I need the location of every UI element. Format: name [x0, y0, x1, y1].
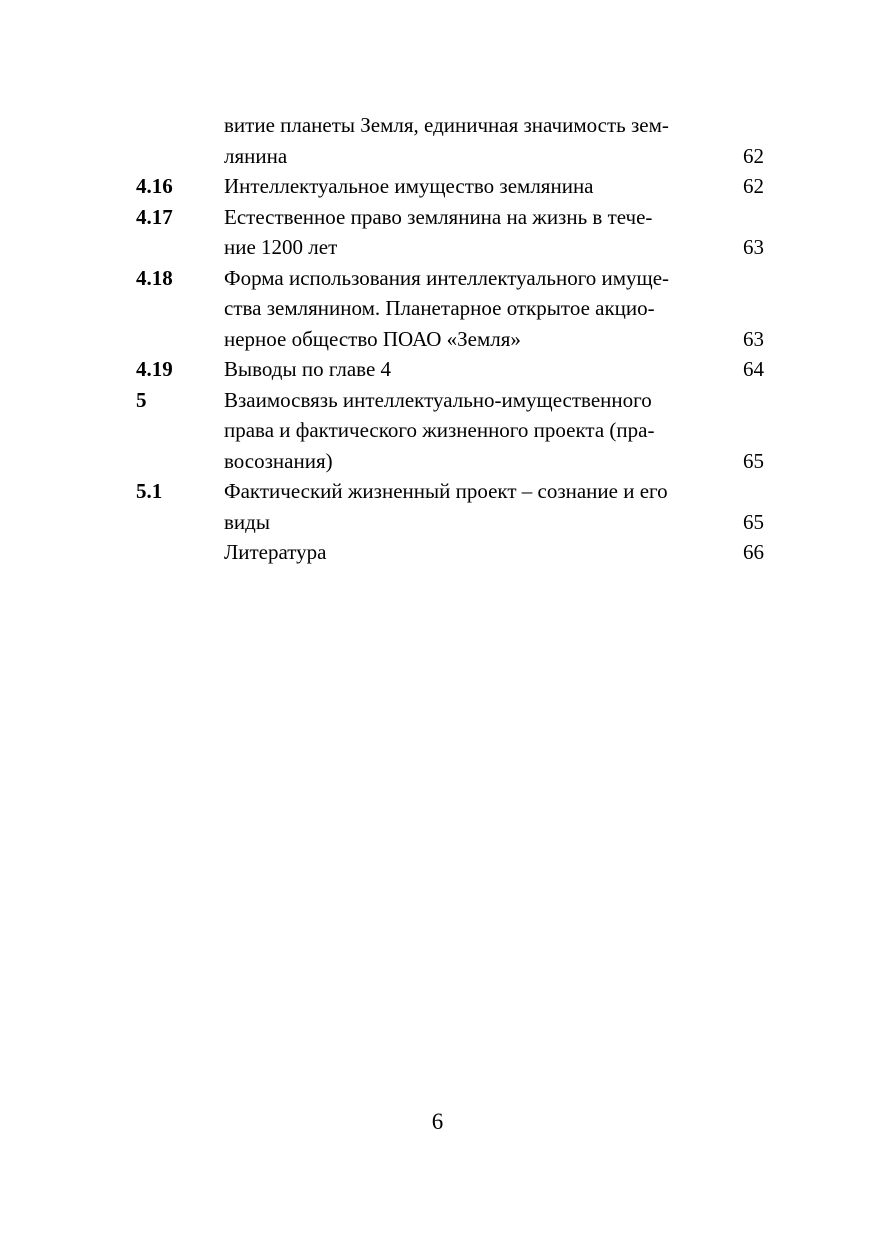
toc-entry-number: 4.18	[136, 265, 173, 290]
toc-entry-5	[0, 385, 875, 477]
toc-entry-line-text: виды	[224, 509, 270, 534]
toc-entry-4-17	[0, 202, 875, 263]
toc-entry-number: 4.16	[136, 174, 173, 198]
toc-entry-line-last	[224, 537, 764, 568]
toc-entry-title	[224, 171, 764, 202]
toc-entry-line: Взаимосвязь интеллектуально-имущественного	[224, 387, 652, 412]
toc-entry-line-text: Интеллектуальное имущество землянина	[224, 174, 594, 198]
toc-entry-line-text: Литература	[224, 540, 327, 564]
toc-entry-title	[224, 385, 764, 477]
toc-entry-4-16	[0, 171, 875, 202]
toc-entry-line-last	[224, 446, 764, 477]
toc-entry-line: права и фактического жизненного проекта (пра-	[224, 418, 655, 442]
toc-entry-page: 63	[743, 326, 764, 351]
toc-entry-title	[224, 537, 764, 568]
toc-entry-line-last	[224, 171, 764, 202]
toc-entry-line: витие планеты Земля, единичная значимость зем-	[224, 113, 669, 137]
toc-entry-line-last	[224, 507, 764, 538]
toc-entry-page: 64	[743, 357, 764, 381]
toc-entry-line-text: восознания)	[224, 448, 333, 473]
toc-entry-line-last	[224, 141, 764, 172]
toc-entry-page: 63	[743, 235, 764, 259]
toc-entry-number: 5	[136, 387, 147, 412]
toc-entry-number: 4.19	[136, 357, 173, 381]
toc-entry-line: Форма использования интеллектуального имуще-	[224, 265, 670, 290]
toc-entry-page: 65	[743, 509, 764, 534]
toc-entry-line: Фактический жизненный проект – сознание и его	[224, 479, 668, 503]
toc-entry-title	[224, 354, 764, 385]
toc-entry-page: 62	[743, 143, 764, 168]
page-number: 6	[431, 1109, 444, 1134]
toc-entry-literature	[0, 537, 875, 568]
toc-entry-4-18	[0, 263, 875, 355]
toc-entry-number: 5.1	[136, 479, 163, 503]
toc-entry-title	[224, 202, 764, 263]
toc-entry-line: ства землянином. Планетарное открытое акцио-	[224, 296, 655, 320]
toc-entry-number: 4.17	[136, 204, 173, 229]
toc-entry-title	[224, 110, 764, 171]
toc-entry-line: Естественное право землянина на жизнь в тече-	[224, 204, 653, 229]
table-of-contents	[0, 110, 875, 568]
toc-entry-page: 66	[743, 540, 764, 564]
toc-entry-5-1	[0, 476, 875, 537]
toc-entry-4-19	[0, 354, 875, 385]
toc-entry-title	[224, 263, 764, 355]
toc-entry-line-last	[224, 324, 764, 355]
toc-entry-page: 65	[743, 448, 764, 473]
toc-entry-line-last	[224, 354, 764, 385]
toc-entry-continuation	[0, 110, 875, 171]
toc-entry-page: 62	[743, 174, 764, 198]
toc-entry-line-text: нерное общество ПОАО «Земля»	[224, 326, 521, 351]
toc-entry-line-text: ние 1200 лет	[224, 235, 338, 259]
toc-entry-line-text: лянина	[224, 143, 288, 168]
toc-entry-line-text: Выводы по главе 4	[224, 357, 392, 381]
toc-entry-title	[224, 476, 764, 537]
toc-entry-line-last	[224, 232, 764, 263]
